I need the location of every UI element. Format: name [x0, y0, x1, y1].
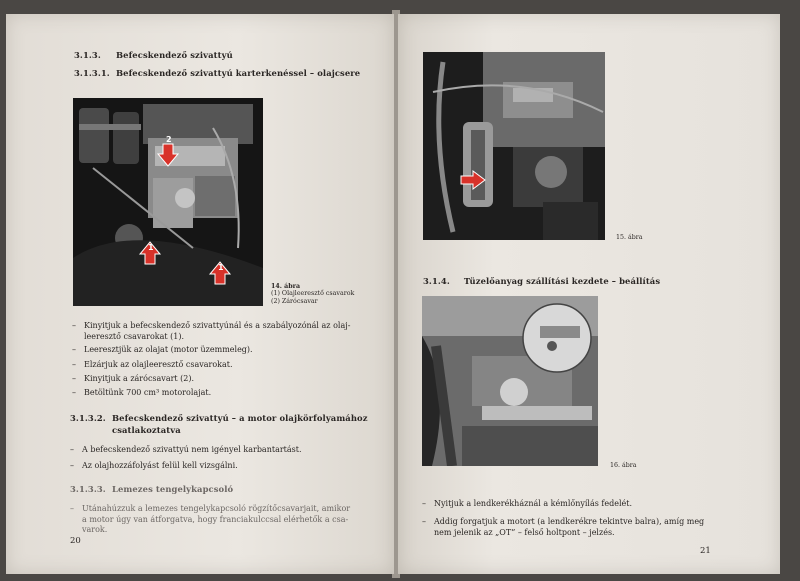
flywheel-photo-illustration — [423, 52, 605, 240]
right-page: 15. ábra 3.1.4. Tüzelőanyag szállítási kezdete – beállítás 16. ábra – Nyitjuk a lendkerékháznál a kémlőnyílás fedelét. – Addig forgatjuk a motort (a lendkerékre tekintve balra), amíg meg nem jelenik az „OT” – felső holtpont – jelzés. 21 — [398, 14, 780, 574]
figure-14-photo — [73, 98, 263, 306]
heading-number: 3.1.3.3. — [70, 484, 106, 494]
heading-number: 3.1.3.2. — [70, 413, 106, 423]
step-text: A befecskendező szivattyú nem igényel karbantartást. — [82, 445, 302, 454]
heading-title: Befecskendező szivattyú — [116, 50, 233, 60]
step-text: Leeresztjük az olajat (motor üzemmeleg). — [84, 345, 253, 354]
figure-15-caption: 15. ábra — [616, 234, 643, 241]
section-heading-3-1-3-3 — [70, 484, 233, 494]
engine-photo-illustration — [73, 98, 263, 306]
caption-line: (1) Olajleeresztő csavarok — [271, 290, 355, 298]
heading-title: Lemezes tengelykapcsoló — [112, 484, 234, 494]
marker-1-left: 1 — [148, 243, 154, 252]
caption-title: 14. ábra — [271, 283, 301, 290]
step-text: Addig forgatjuk a motort (a lendkerékre tekintve balra), amíg meg nem jelenik az „OT” – felső holtpont – jelzés. — [434, 517, 705, 537]
marker-2: 2 — [166, 135, 172, 144]
caption-line: (2) Zárócsavar — [271, 297, 318, 305]
section-heading-3-1-3-1 — [74, 68, 360, 78]
left-page: 3.1.3. Befecskendező szivattyú 3.1.3.1. Befecskendező szivattyú karterkenéssel – olajcsere 2 1 1 14. ábra (1) Olajleeresztő csavarok (2) Zárócsavar – Kinyitjuk a befecskendező szivattyúnál és a szabályozónál az olaj- leeresztő csavarokat (1). – Leeresztjük az olajat (motor üzemmeleg). – Elzárjuk az olajleeresztő csavarokat. – Kinyitjuk a zárócsavart (2). – Betöltünk 700 cm³ motorolajat. 3.1.3.2. Befecskendező szivattyú – a motor olajkörfolyamához csatlakoztatva – A befecskendező szivattyú nem igényel karbantartást. – Az olajhozzáfolyást felül kell vizsgálni. 3.1.3.3. Lemezes tengelykapcsoló – Utánahúzzuk a lemezes tengelykapcsoló rögzítőcsavarjait, amikor a motor úgy van átforgatva, hogy franciakulccsal elérhetők a csa- varok. 20 — [6, 14, 394, 574]
section-heading-3-1-3 — [74, 50, 233, 60]
step-text: Az olajhozzáfolyást felül kell vizsgálni. — [82, 461, 238, 470]
heading-number: 3.1.4. — [423, 276, 450, 286]
heading-title: Befecskendező szivattyú – a motor olajkörfolyamához — [112, 413, 368, 423]
marker-1-right: 1 — [218, 263, 224, 272]
page-number-right: 21 — [700, 546, 711, 556]
section-heading-3-1-3-2 — [70, 412, 368, 436]
figure-16-photo — [422, 296, 598, 466]
step-text: Utánahúzzuk a lemezes tengelykapcsoló rögzítőcsavarjait, amikor a motor úgy van átforgatva, hogy franciakulccsal elérhetők a csa- varok. — [82, 504, 351, 534]
heading-title-cont: csatlakoztatva — [112, 425, 181, 435]
heading-number: 3.1.3. — [74, 50, 101, 60]
step-text: Betöltünk 700 cm³ motorolajat. — [84, 388, 212, 397]
heading-title: Tüzelőanyag szállítási kezdete – beállítás — [463, 276, 661, 286]
figure-15-photo — [423, 52, 605, 240]
figure-16-caption: 16. ábra — [610, 462, 637, 469]
step-text: Kinyitjuk a befecskendező szivattyúnál és a szabályozónál az olaj- leeresztő csavarokat (1). — [84, 321, 351, 341]
flywheel-housing-photo-illustration — [422, 296, 598, 466]
section-heading-3-1-4 — [423, 276, 660, 286]
page-number-left: 20 — [70, 536, 81, 546]
figure-14-caption — [271, 283, 354, 305]
step-text: Elzárjuk az olajleeresztő csavarokat. — [84, 360, 233, 369]
step-text: Nyitjuk a lendkerékháznál a kémlőnyílás fedelét. — [434, 499, 633, 508]
step-text: Kinyitjuk a zárócsavart (2). — [84, 374, 195, 383]
heading-number: 3.1.3.1. — [74, 68, 110, 78]
heading-title: Befecskendező szivattyú karterkenéssel – olajcsere — [116, 68, 361, 78]
